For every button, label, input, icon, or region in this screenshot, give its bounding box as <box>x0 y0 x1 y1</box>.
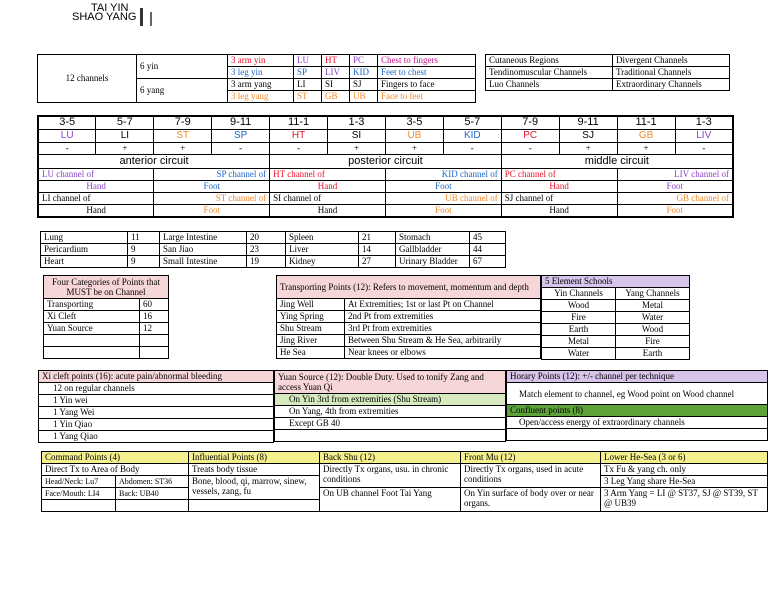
horary-title: Horary Points (12): +/- channel per technique <box>507 371 768 383</box>
organ-cell: 23 <box>247 244 286 256</box>
channel-code: LIV <box>675 129 733 142</box>
yuan-row <box>275 430 506 442</box>
command-pair: Face/Mouth: LI4 <box>42 488 116 500</box>
legend-code: GB <box>322 91 350 103</box>
organ-cell: 14 <box>359 244 396 256</box>
element-col: Yang Channels <box>616 288 690 300</box>
organ-cell: Liver <box>286 244 359 256</box>
sign-cell: - <box>38 142 96 154</box>
channel-code: LU <box>38 129 96 142</box>
organ-cell: San Jiao <box>160 244 247 256</box>
channel-code: SI <box>328 129 386 142</box>
channel-code: KID <box>443 129 501 142</box>
legend-code: SJ <box>350 79 378 91</box>
element-cell: Wood <box>542 300 616 312</box>
transport-title: Transporting Points (12): Refers to movement, momentum and depth <box>277 276 541 299</box>
element-cell: Water <box>616 312 690 324</box>
command-empty <box>116 500 189 512</box>
channel-code: LI <box>96 129 154 142</box>
command-pair: Back: UB40 <box>116 488 189 500</box>
pair-cell: ST channel of <box>154 192 270 204</box>
command-title: Command Points (4) <box>42 452 189 464</box>
transport-cell: Ying Spring <box>277 311 345 323</box>
legend-code: LU <box>294 55 322 67</box>
channel-code: PC <box>501 129 559 142</box>
xicleft-row: 1 Yin wei <box>39 395 274 407</box>
element-cell: Wood <box>616 324 690 336</box>
element-cell: Earth <box>616 348 690 360</box>
time-cell: 9-11 <box>559 116 617 129</box>
sign-cell: - <box>501 142 559 154</box>
four-cell: Yuan Source <box>44 323 140 335</box>
four-cell <box>44 335 140 347</box>
pair-cell: SI channel of <box>270 192 386 204</box>
regions-table <box>485 54 730 91</box>
pair-cell: Hand <box>270 204 386 217</box>
organ-cell: Gallbladder <box>396 244 470 256</box>
four-cell <box>140 347 169 359</box>
element-cell: Water <box>542 348 616 360</box>
lowerhe-title: Lower He-Sea (3 or 6) <box>601 452 768 464</box>
influential-row: Treats body tissue <box>189 464 320 476</box>
backshu-title: Back Shu (12) <box>320 452 461 464</box>
yuan-row: On Yang, 4th from extremities <box>275 406 506 418</box>
element-col: Yin Channels <box>542 288 616 300</box>
legend-code: ST <box>294 91 322 103</box>
pair-cell: Foot <box>617 180 733 192</box>
pair-cell: Foot <box>617 204 733 217</box>
lowerhe-row: Tx Fu & yang ch. only <box>601 464 768 476</box>
time-cell: 11-1 <box>270 116 328 129</box>
horary-body: Match element to channel, eg Wood point on Wood channel <box>507 383 768 405</box>
legend-code: SI <box>322 79 350 91</box>
legend-desc: Chest to fingers <box>378 55 476 67</box>
legend-desc: Feet to chest <box>378 67 476 79</box>
frontmu-row: On Yin surface of body over or near organs. <box>461 488 601 512</box>
organ-cell: 9 <box>128 244 160 256</box>
lowerhe-row: 3 Leg Yang share He-Sea <box>601 476 768 488</box>
transport-cell: 2nd Pt from extremities <box>345 311 541 323</box>
command-pair: Abdomen: ST36 <box>116 476 189 488</box>
region-cell: Luo Channels <box>486 79 613 91</box>
sign-cell: + <box>154 142 212 154</box>
time-cell: 1-3 <box>328 116 386 129</box>
xicleft-row: 1 Yang Qiao <box>39 431 274 443</box>
legend-code: LI <box>294 79 322 91</box>
sign-cell: - <box>270 142 328 154</box>
legend-row: 3 arm yin <box>228 55 294 67</box>
confluent-body: Open/access energy of extraordinary channels <box>507 417 768 429</box>
header-shao-yang: SHAO YANG <box>72 11 137 23</box>
command-row: Direct Tx to Area of Body <box>42 464 189 476</box>
organ-cell: Kidney <box>286 256 359 268</box>
pair-cell: Foot <box>385 180 501 192</box>
region-cell: Tendinomuscular Channels <box>486 67 613 79</box>
transport-cell: 3rd Pt from extremities <box>345 323 541 335</box>
bottom-table <box>41 451 768 512</box>
xicleft-row: 1 Yin Qiao <box>39 419 274 431</box>
sign-cell: - <box>675 142 733 154</box>
legend-code: HT <box>322 55 350 67</box>
circuit-label: anterior circuit <box>38 154 270 168</box>
circuit-label: posterior circuit <box>270 154 502 168</box>
four-cell: 16 <box>140 311 169 323</box>
time-cell: 1-3 <box>675 116 733 129</box>
command-empty <box>42 500 116 512</box>
legend-code: LIV <box>322 67 350 79</box>
four-categories-table <box>43 275 169 359</box>
yuan-title: Yuan Source (12): Double Duty. Used to tonify Zang and access Yuan Qi <box>275 371 506 394</box>
pair-cell: KID channel of <box>385 168 501 180</box>
yuan-row: Except GB 40 <box>275 418 506 430</box>
xicleft-row: 12 on regular channels <box>39 383 274 395</box>
organ-cell: Pericardium <box>41 244 128 256</box>
sign-cell: + <box>559 142 617 154</box>
sign-cell: + <box>96 142 154 154</box>
channels-legend <box>37 54 476 103</box>
element-title: 5 Element Schools <box>542 276 690 288</box>
legend-code: SP <box>294 67 322 79</box>
organ-cell: 20 <box>247 232 286 244</box>
organ-cell: Stomach <box>396 232 470 244</box>
transport-cell: Jing River <box>277 335 345 347</box>
pair-cell: Hand <box>501 204 617 217</box>
sign-cell: - <box>443 142 501 154</box>
time-cell: 5-7 <box>443 116 501 129</box>
organ-cell: Large Intestine <box>160 232 247 244</box>
region-cell: Cutaneous Regions <box>486 55 613 67</box>
pair-cell: Hand <box>501 180 617 192</box>
header-divider <box>140 8 143 26</box>
legend-row: 3 leg yin <box>228 67 294 79</box>
legend-desc: Face to feet <box>378 91 476 103</box>
pair-cell: Hand <box>38 204 154 217</box>
organ-cell: Spleen <box>286 232 359 244</box>
time-cell: 7-9 <box>154 116 212 129</box>
four-title: Four Categories of Points that MUST be on Channel <box>44 276 169 299</box>
pair-cell: SP channel of <box>154 168 270 180</box>
circuit-table <box>37 115 734 218</box>
pair-cell: LI channel of <box>38 192 154 204</box>
organ-cell: Urinary Bladder <box>396 256 470 268</box>
transport-cell: Between Shu Stream & He Sea, arbitrarily <box>345 335 541 347</box>
organ-cell: 44 <box>470 244 506 256</box>
pair-cell: Foot <box>154 180 270 192</box>
time-cell: 3-5 <box>385 116 443 129</box>
circuit-label: middle circuit <box>501 154 733 168</box>
region-cell: Divergent Channels <box>613 55 730 67</box>
horary-empty <box>507 429 768 441</box>
time-cell: 7-9 <box>501 116 559 129</box>
yuan-row: On Yin 3rd from extremities (Shu Stream) <box>275 394 506 406</box>
region-cell: Traditional Channels <box>613 67 730 79</box>
influential-title: Influential Points (8) <box>189 452 320 464</box>
organ-cell: Heart <box>41 256 128 268</box>
legend-label: 12 channels <box>38 55 137 103</box>
organ-cell: 9 <box>128 256 160 268</box>
xicleft-table <box>38 370 274 443</box>
organ-cell: 11 <box>128 232 160 244</box>
region-cell: Extraordinary Channels <box>613 79 730 91</box>
pair-cell: GB channel of <box>617 192 733 204</box>
channel-code: UB <box>385 129 443 142</box>
legend-desc: Fingers to face <box>378 79 476 91</box>
organ-cell: 67 <box>470 256 506 268</box>
backshu-row: On UB channel Foot Tai Yang <box>320 488 461 512</box>
channel-code: HT <box>270 129 328 142</box>
backshu-row: Directly Tx organs, usu. in chronic conditions <box>320 464 461 488</box>
four-cell <box>44 347 140 359</box>
pair-cell: UB channel of <box>385 192 501 204</box>
organ-cell: 19 <box>247 256 286 268</box>
sign-cell: + <box>328 142 386 154</box>
frontmu-title: Front Mu (12) <box>461 452 601 464</box>
time-cell: 5-7 <box>96 116 154 129</box>
channel-code: ST <box>154 129 212 142</box>
legend-row: 3 arm yang <box>228 79 294 91</box>
pair-cell: HT channel of <box>270 168 386 180</box>
four-cell <box>140 335 169 347</box>
four-cell: 12 <box>140 323 169 335</box>
pair-cell: SJ channel of <box>501 192 617 204</box>
four-cell: Xi Cleft <box>44 311 140 323</box>
pair-cell: Hand <box>38 180 154 192</box>
sign-cell: - <box>212 142 270 154</box>
lowerhe-row: 3 Arm Yang = LI @ ST37, SJ @ ST39, ST @ UB39 <box>601 488 768 512</box>
transport-cell: At Extremities; 1st or last Pt on Channel <box>345 299 541 311</box>
xicleft-row: 1 Yang Wei <box>39 407 274 419</box>
transport-cell: He Sea <box>277 347 345 359</box>
pair-cell: Hand <box>270 180 386 192</box>
element-cell: Fire <box>542 312 616 324</box>
transport-table <box>276 275 541 359</box>
element-cell: Fire <box>616 336 690 348</box>
influential-row: Bone, blood, qi, marrow, sinew, vessels, zang, fu <box>189 476 320 500</box>
organ-table <box>40 231 506 268</box>
pair-cell: Foot <box>154 204 270 217</box>
influential-empty <box>189 500 320 512</box>
transport-cell: Shu Stream <box>277 323 345 335</box>
sign-cell: + <box>385 142 443 154</box>
pair-cell: Foot <box>385 204 501 217</box>
time-cell: 3-5 <box>38 116 96 129</box>
organ-cell: Lung <box>41 232 128 244</box>
command-pair: Head/Neck: Lu7 <box>42 476 116 488</box>
legend-yin: 6 yin <box>137 55 228 79</box>
time-cell: 11-1 <box>617 116 675 129</box>
legend-code: PC <box>350 55 378 67</box>
element-cell: Earth <box>542 324 616 336</box>
legend-code: UB <box>350 91 378 103</box>
legend-row: 3 leg yang <box>228 91 294 103</box>
pair-cell: PC channel of <box>501 168 617 180</box>
xicleft-title: Xi cleft points (16): acute pain/abnormal bleeding <box>39 371 274 383</box>
legend-yang: 6 yang <box>137 79 228 103</box>
organ-cell: Small Intestine <box>160 256 247 268</box>
element-cell: Metal <box>616 300 690 312</box>
legend-code: KID <box>350 67 378 79</box>
transport-cell: Jing Well <box>277 299 345 311</box>
pair-cell: LIV channel of <box>617 168 733 180</box>
channel-code: SP <box>212 129 270 142</box>
frontmu-row: Directly Tx organs, used in acute conditions <box>461 464 601 488</box>
transport-cell: Near knees or elbows <box>345 347 541 359</box>
organ-cell: 45 <box>470 232 506 244</box>
channel-code: GB <box>617 129 675 142</box>
header-tai-yin: TAI YIN <box>91 2 129 14</box>
header-divider-short <box>150 12 152 26</box>
channel-code: SJ <box>559 129 617 142</box>
confluent-title: Confluent points (8) <box>507 405 768 417</box>
time-cell: 9-11 <box>212 116 270 129</box>
pair-cell: LU channel of <box>38 168 154 180</box>
organ-cell: 27 <box>359 256 396 268</box>
organ-cell: 21 <box>359 232 396 244</box>
four-cell: 60 <box>140 299 169 311</box>
element-table <box>541 275 690 360</box>
element-cell: Metal <box>542 336 616 348</box>
horary-table <box>506 370 768 441</box>
sign-cell: + <box>617 142 675 154</box>
yuan-table <box>274 370 506 442</box>
four-cell: Transporting <box>44 299 140 311</box>
